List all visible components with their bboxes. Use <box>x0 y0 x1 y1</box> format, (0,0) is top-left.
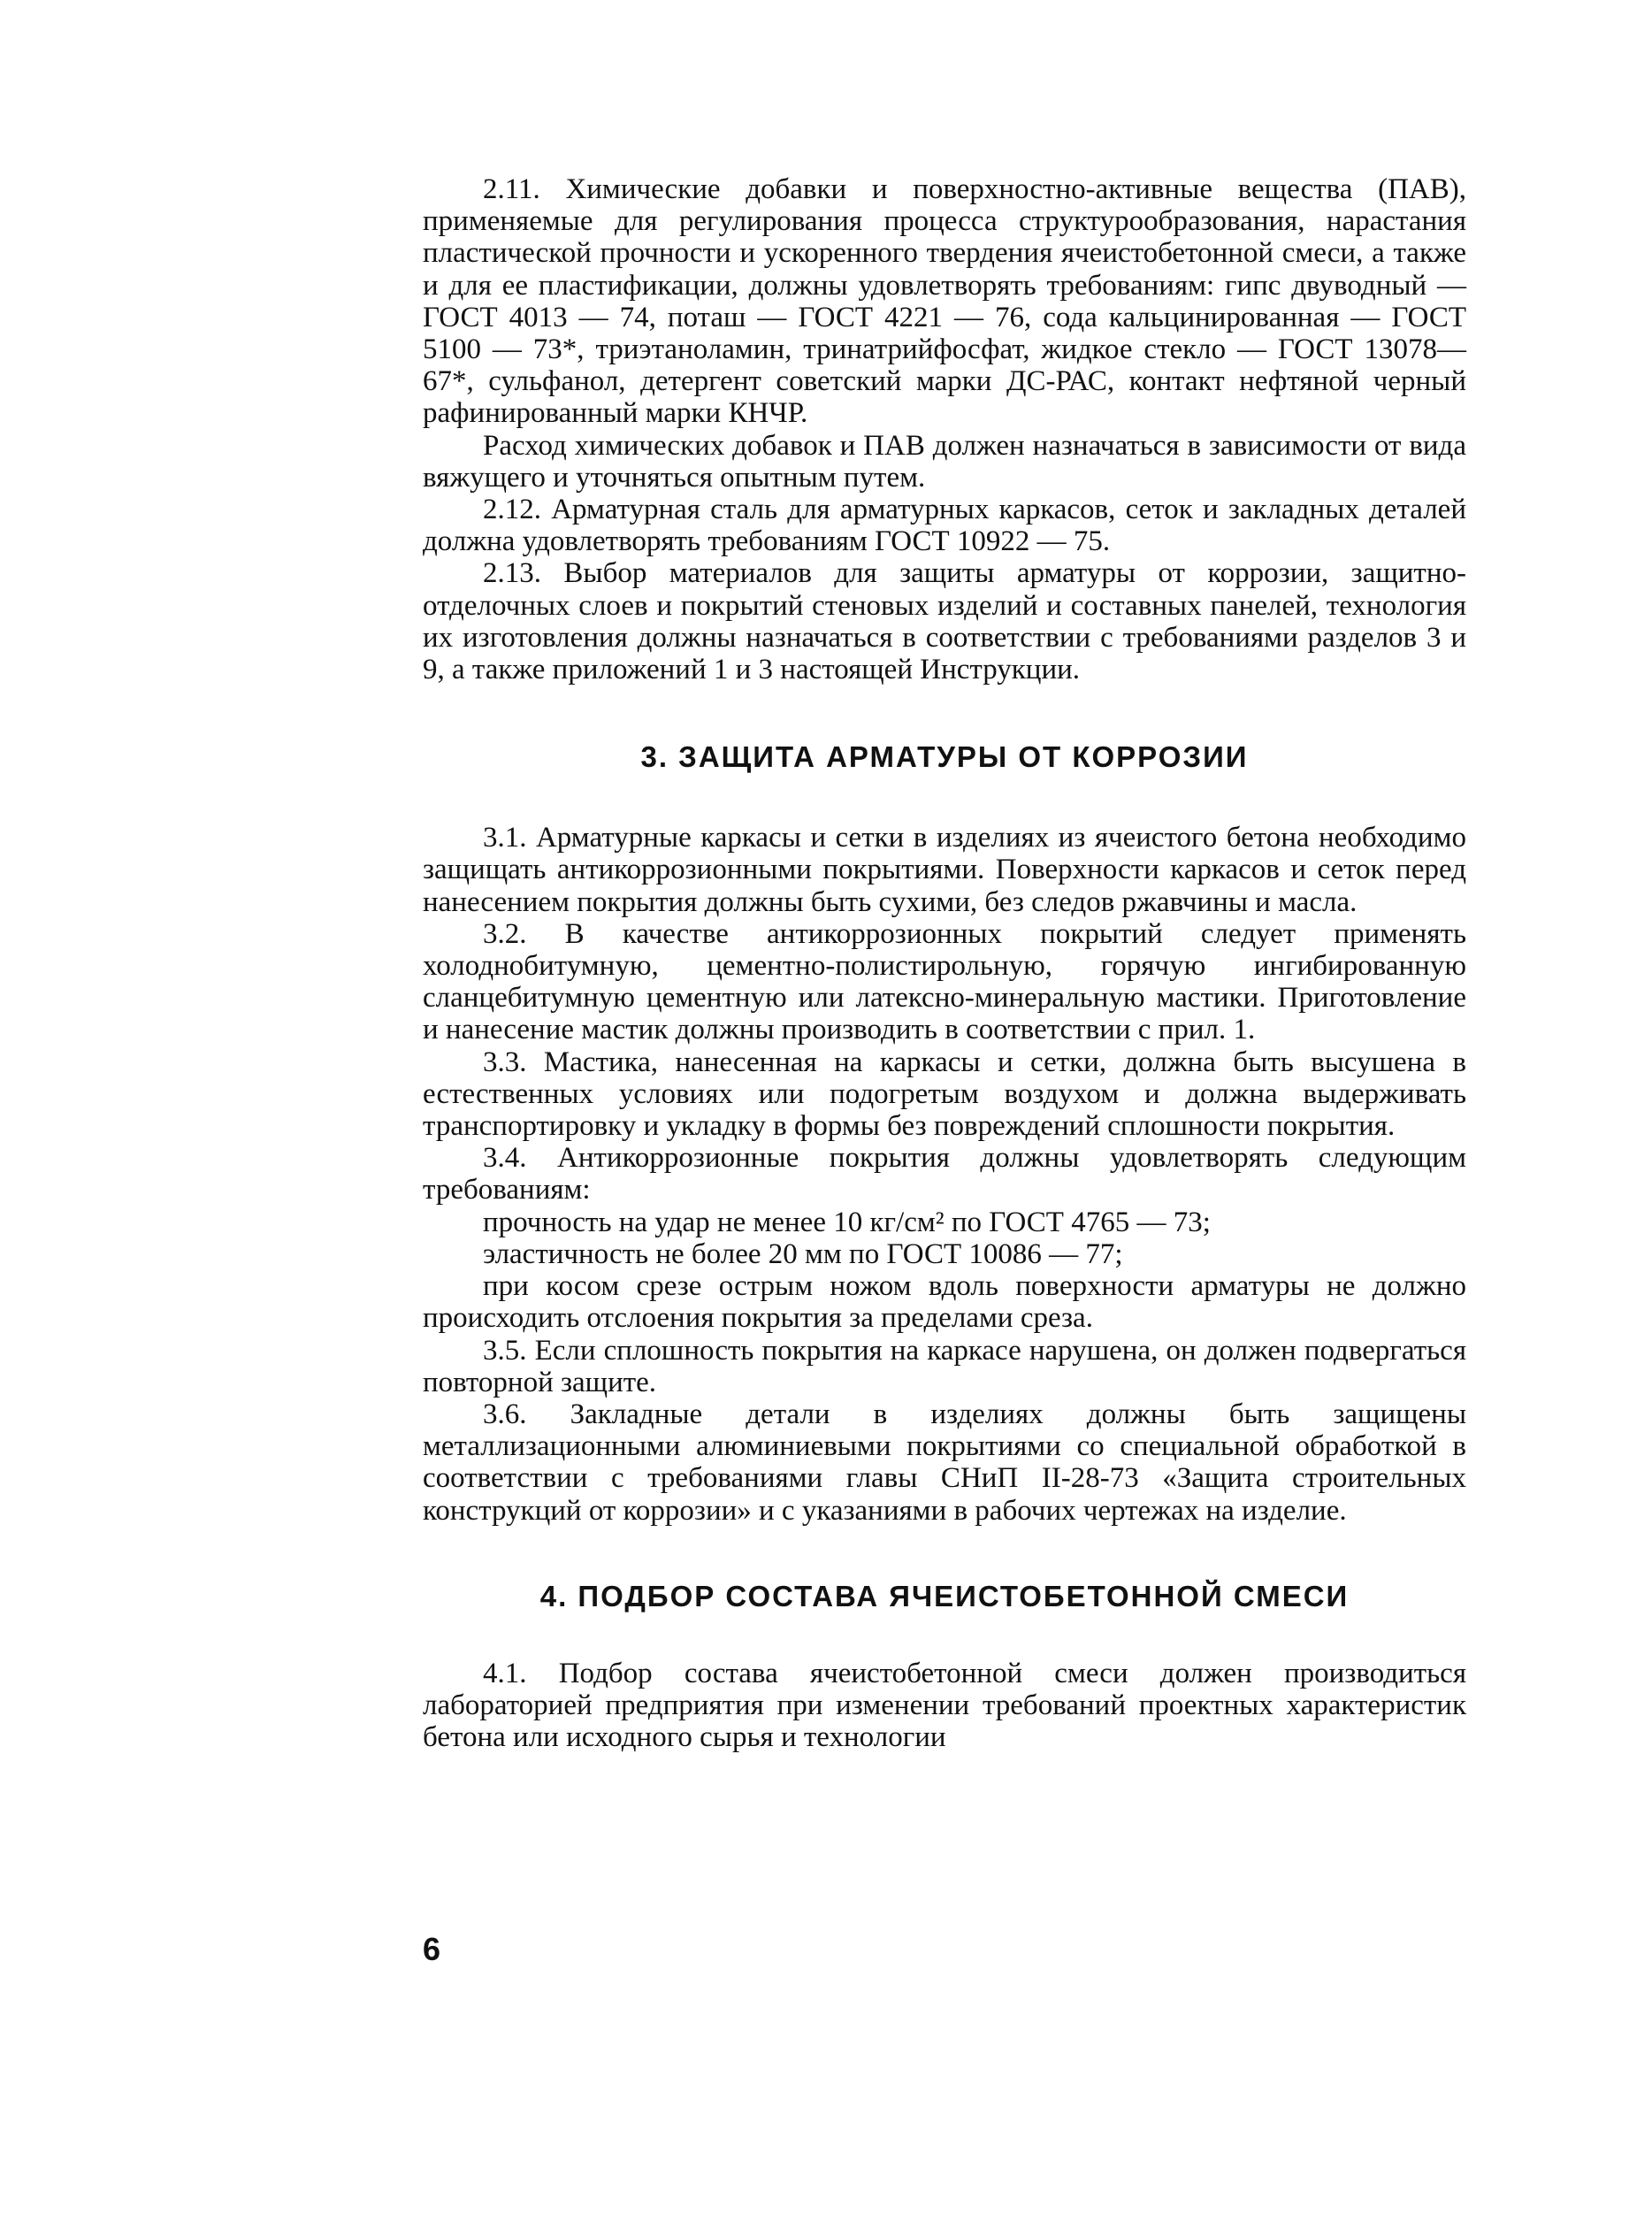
paragraph-2-11-additives-consumption: Расход химических добавок и ПАВ должен назначаться в зависимости от вида вяжущего и уточняться опытным путем. <box>423 429 1466 494</box>
requirement-elasticity: эластичность не более 20 мм по ГОСТ 10086 — 77; <box>483 1237 1123 1270</box>
page-body <box>423 173 1466 1753</box>
paragraph-3-2: 3.2. В качестве антикоррозионных покрытий следует применять холоднобитумную, цементно-полистирольную, горячую ингибированную сланцебитумную цементную или латексно-минеральную мастики. Приготовление и нанесение мастик должны производить в соответствии с прил. 1. <box>423 917 1466 1046</box>
paragraph-3-1: 3.1. Арматурные каркасы и сетки в изделиях из ячеистого бетона необходимо защищать антикоррозионными покрытиями. Поверхности каркасов и сеток перед нанесением покрытия должны быть сухими, без следов ржавчины и масла. <box>423 822 1466 918</box>
requirement-impact-strength: прочность на удар не менее 10 кг/см² по ГОСТ 4765 — 73; <box>483 1206 1211 1238</box>
section-4-heading: 4. ПОДБОР СОСТАВА ЯЧЕИСТОБЕТОННОЙ СМЕСИ <box>539 1579 1350 1612</box>
requirement-oblique-cut: при косом срезе острым ножом вдоль поверхности арматуры не должно происходить отслоения покрытия за пределами среза. <box>423 1270 1466 1335</box>
paragraph-2-13: 2.13. Выбор материалов для защиты арматуры от коррозии, защитно-отделочных слоев и покрытий стеновых изделий и составных панелей, технология их изготовления должны назначаться в соответствии с требованиями разделов 3 и 9, а также приложений 1 и 3 настоящей Инструкции. <box>423 557 1466 686</box>
paragraph-3-3: 3.3. Мастика, нанесенная на каркасы и сетки, должна быть высушена в естественных условиях или подогретым воздухом и должна выдерживать транспортировку и укладку в формы без повреждений сплошности покрытия. <box>423 1046 1466 1143</box>
section-3-heading: 3. ЗАЩИТА АРМАТУРЫ ОТ КОРРОЗИИ <box>640 740 1249 774</box>
paragraph-4-1: 4.1. Подбор состава ячеистобетонной смеси должен производиться лабораторией предприятия при изменении требований проектных характеристик бетона или исходного сырья и технологии <box>423 1657 1466 1754</box>
page-number: 6 <box>423 1931 441 1967</box>
paragraph-2-11: 2.11. Химические добавки и поверхностно-активные вещества (ПАВ), применяемые для регулирования процесса структурообразования, нарастания пластической прочности и ускоренного твердения ячеистобетонной смеси, а также и для ее пластификации, должны удовлетворять требованиям: гипс двуводный — ГОСТ 4013 — 74, поташ — ГОСТ 4221 — 76, сода кальцинированная — ГОСТ 5100 — 73*, триэтаноламин, тринатрийфосфат, жидкое стекло — ГОСТ 13078—67*, сульфанол, детергент советский марки ДС-РАС, контакт нефтяной черный рафинированный марки КНЧР. <box>423 173 1466 430</box>
paragraph-2-12: 2.12. Арматурная сталь для арматурных каркасов, сеток и закладных деталей должна удовлетворять требованиям ГОСТ 10922 — 75. <box>423 494 1466 558</box>
paragraph-3-6: 3.6. Закладные детали в изделиях должны быть защищены металлизационными алюминиевыми покрытиями со специальной обработкой в соответствии с требованиями главы СНиП II-28-73 «Защита строительных конструкций от коррозии» и с указаниями в рабочих чертежах на изделие. <box>423 1398 1466 1527</box>
paragraph-3-5: 3.5. Если сплошность покрытия на каркасе нарушена, он должен подвергаться повторной защите. <box>423 1334 1466 1398</box>
paragraph-3-4: 3.4. Антикоррозионные покрытия должны удовлетворять следующим требованиям: <box>423 1142 1466 1206</box>
